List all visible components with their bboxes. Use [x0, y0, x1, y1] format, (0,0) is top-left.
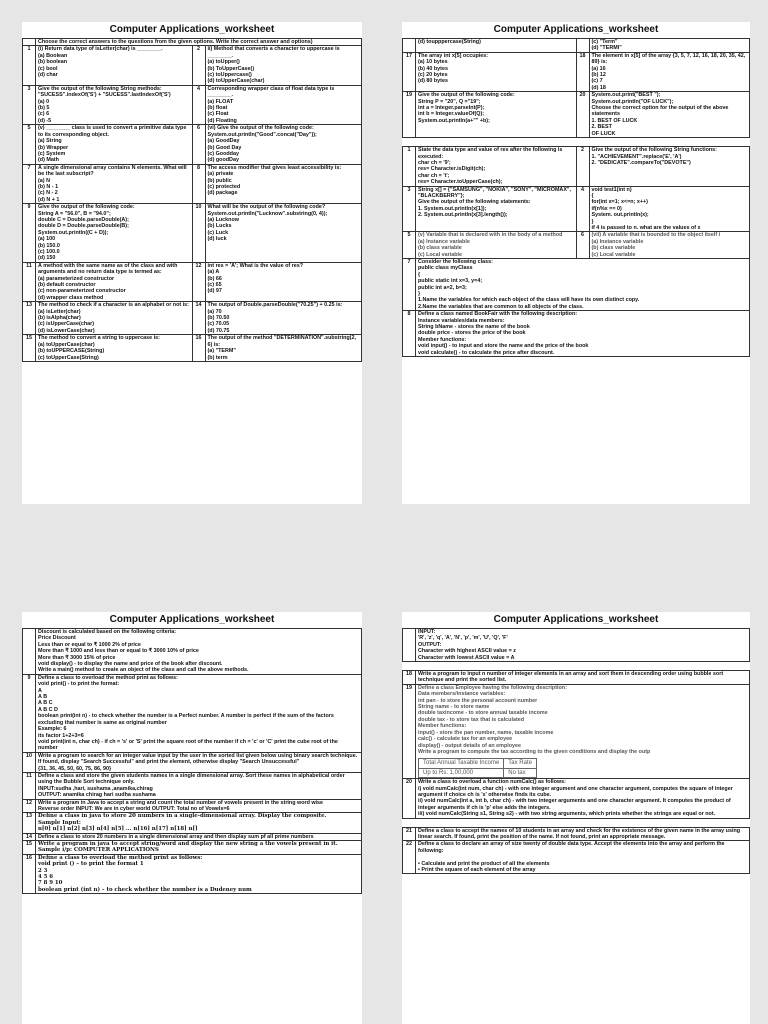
question-number: 8: [192, 164, 205, 203]
page-title: Computer Applications_worksheet: [109, 614, 275, 625]
question-text: A single dimensional array contains N elements. What will be the last subscript? (a) N (b) N - 1 (c) N - 2 (d) N + 1: [36, 164, 193, 203]
tax-table-cell: Up to Rs. 1,00,000: [419, 768, 504, 777]
question-number: 20: [576, 92, 589, 138]
question-number: 15: [23, 841, 36, 855]
question-text: A method with the same name as of the class and with arguments and no return data type is termed as: (a) parameterized constructor (b) default constructor (c) non-parameterized constructor (d) wrapper class method: [36, 262, 193, 301]
question-row: [23, 46, 362, 85]
question-text: [36, 833, 362, 840]
question-text: [36, 841, 362, 855]
question-number: 5: [403, 232, 416, 259]
section-gap: [403, 138, 750, 147]
question-row: [23, 262, 362, 301]
question-number: 16: [23, 854, 36, 893]
question-number: 12: [23, 799, 36, 813]
question-text: [416, 259, 750, 311]
question-body: Write a program to search for an integer value input by the user in the sorted list given below using binary search technique. If found, display "Search Successful" and print the element, otherwise display "Search Unsuccessful" {31, 36, 45, 50, 60, 75, 86, 90}: [38, 752, 358, 772]
question-text: The element in x[5] of the array {3, 5, 7, 12, 16, 18, 20, 35, 42, 89} is: (a) 16 (b) 12 (c) 7 (d) 18: [589, 52, 750, 91]
question-body: Choose the correct answers to the questions from the given options. Write the correct answer and options): [38, 39, 313, 45]
question-row: [403, 671, 750, 685]
question-number: 13: [23, 813, 36, 833]
question-text: ii) Method that converts a character to uppercase is ________. (a) toUpper() (b) ToUpperCase() (c) toUppercase() (d) toUpperCase(char): [205, 46, 362, 85]
question-text: (i) Return data type of isLetter(char) is ________. (a) Boolean (b) boolean (c) bool (d) char: [36, 46, 193, 85]
question-text: State the data type and value of res after the following is executed: char ch = '9'; res= Character.isDigit(ch); char ch = 't'; res= Character.toUpperCase(ch);: [416, 147, 577, 186]
question-text: The method to check if a character is an alphabet or not is: (a) isLetter(char) (b) isAlpha(char) (c) isUpperCase(char) (d) isLowerCase(char): [36, 302, 193, 335]
question-text: Give the output of the following code: String P = "20", Q ="19"; int a = Integer.parseInt(P); int b = Integer.valueOf(Q); System.out.println(a+"" +b);: [416, 92, 577, 138]
question-body: Write a class to overload a function numCalc() as follows: i) void numCalc(int num, char ch) - with one integer argument and one character argument, computes the square of integer argument if choice ch is 's' otherwise finds its cube. ii) void numCalc(int a, int b, char ch) - with two integer arguments and one character argument. It computes the product of integer arguments if ch is 'p' else adds the integers. iii) void numCalc(String s1, String s2) - with two string arguments, which prints whether the strings are equal or not.: [418, 779, 733, 818]
question-number: 9: [23, 204, 36, 263]
question-number: 8: [403, 311, 416, 357]
question-body: Define a class in java to store 20 numbers in a single-dimensional array. Display the composite. Sample Input: n[0] n[1] n[2] n[3] n[4] n[5] ... n[16] n[17] n[18] n[]: [38, 813, 327, 833]
page-title: Computer Applications_worksheet: [493, 24, 659, 35]
question-number: 5: [23, 125, 36, 164]
question-text: What will be the output of the following code? System.out.println("Lucknow".substring(0, 4)); (a) Lucknow (b) Lucks (c) Luck (d) luck: [205, 204, 362, 263]
question-number: 4: [192, 85, 205, 124]
question-text: [36, 674, 362, 752]
question-row: [23, 164, 362, 203]
question-text: [36, 752, 362, 772]
question-text: String x[] = {"SAMSUNG", "NOKIA", "SONY", "MICROMAX", "BLACKBERRY"}; Give the output of the following statements: 1. System.out.println(x[1]); 2. System.out.println(x[3].length());: [416, 186, 577, 232]
tax-table-row: [419, 759, 537, 768]
question-row: [403, 629, 750, 662]
question-number: 3: [403, 186, 416, 232]
section-gap: [403, 662, 750, 671]
page-2: [402, 22, 750, 504]
question-number: [403, 629, 416, 662]
question-body: Consider the following class: public class myClass { public static int x=3, y=4; public int a=2, b=3; } 1.Name the variables for which each object of the class will have its own distinct copy. 2.Name the variables that are common to all objects of the class.: [418, 259, 640, 310]
question-row: [23, 302, 362, 335]
question-body: Define a class to overload the method print as follows: void print() - to print the format: A A B A B C A B C D boolean print(int n) - to check whether the number is a Perfect number. A number is perfect if the sum of the factors excluding that number is same as original number Example: 6 its factor 1+2+3=6 void print(int n, char ch) - if ch = 's' or 'S' print the square root of the number if ch = 'c' or 'C' print the cube root of the number: [38, 674, 338, 752]
question-number: 16: [192, 335, 205, 362]
question-number: 10: [192, 204, 205, 263]
question-row: [23, 833, 362, 840]
question-number: 11: [23, 772, 36, 799]
question-body: Discount is calculated based on the following criteria: Price Discount Less than or equal to ₹ 1000 2% of price More than ₹ 1000 and less than or equal to ₹ 3000 10% of price More than ₹ 3000 15% of price void display() - to display the name and price of the book after discount. Write a main() method to create an object of the class and call the above methods.: [38, 629, 249, 674]
question-body: Define a class to declare an array of size twenty of double data type. Accept the elements into the array and perform the following: • Calculate and print the product of all the elements • Print the square of each element of the array: [418, 841, 725, 873]
question-number: 20: [403, 779, 416, 818]
question-table: [402, 38, 750, 357]
question-number: 19: [403, 92, 416, 138]
question-row: [23, 799, 362, 813]
question-text: [416, 827, 750, 841]
question-text: The array int x[5] occupies: (a) 10 bytes (b) 40 bytes (c) 20 bytes (d) 80 bytes: [416, 52, 577, 91]
question-text: (d) toupppercase(String): [416, 39, 577, 53]
question-number: 13: [23, 302, 36, 335]
gap-cell: [403, 138, 750, 147]
question-text: int res = 'A'; What is the value of res? (a) A (b) 66 (c) 65 (d) 97: [205, 262, 362, 301]
question-number: 12: [192, 262, 205, 301]
page-1: [22, 22, 362, 504]
question-number: 3: [23, 85, 36, 124]
question-body: Define a class to store 20 numbers in a single dimensional array and then display sum pf all prime numbers: [38, 833, 314, 840]
question-number: 6: [192, 125, 205, 164]
gap-cell: [403, 662, 750, 671]
question-table: [22, 628, 362, 894]
page-title: Computer Applications_worksheet: [493, 614, 659, 625]
question-number: 18: [403, 671, 416, 685]
question-number: [403, 39, 416, 53]
question-row: [23, 125, 362, 164]
question-row: [23, 39, 362, 46]
question-number: 14: [192, 302, 205, 335]
question-body: Define a class Employee having the following description: Data members/instance variables: int pan - to store the personal account number String name - to store name double taxincome - to store annual taxable income double tax - to store tax that is calculated Member functions: input() - store the pan number, name, taxable income calc() - calculate tax for an employee display() - output details of an employee Write a program to compute the tax according to the given conditions and display the outp: [418, 684, 651, 755]
question-text: (c) "Term" (d) "TERMI": [589, 39, 750, 53]
question-number: 4: [576, 186, 589, 232]
question-number: 1: [23, 46, 36, 85]
question-body: Write a program in Java to accept a string and count the total number of vowels present in the string word wise Reverse order INPUT: We are in cyber world OUTPUT: Total no of Vowels=6: [38, 799, 324, 812]
question-number: 22: [403, 841, 416, 874]
question-table: [22, 38, 362, 362]
question-number: 7: [403, 259, 416, 311]
question-row: [23, 813, 362, 833]
question-row: [403, 311, 750, 357]
question-number: [576, 39, 589, 53]
question-row: [403, 684, 750, 778]
question-row: [23, 204, 362, 263]
question-body: Define a class to overload the method print as follows: void print () – to print the format 1 2 3 4 5 6 7 8 9 10 boolean print (int n) – to check whether the number is a Dudeney num: [38, 854, 252, 893]
question-number: 7: [23, 164, 36, 203]
question-row: [403, 232, 750, 259]
question-text: [36, 772, 362, 799]
question-text: (vi) Give the output of the following code: System.out.println("Good".concat("Day")); (a) GoodDay (b) Good Day (c) Goodday (d) goodDay: [205, 125, 362, 164]
question-number: 21: [403, 827, 416, 841]
question-text: [36, 813, 362, 833]
question-text: [416, 311, 750, 357]
question-text: System.out.print("BEST "); System.out.println("OF LUCK"); Choose the correct option for the output of the above statements 1. BEST OF LUCK 2. BEST OF LUCK: [589, 92, 750, 138]
question-row: [403, 52, 750, 91]
question-number: [23, 39, 36, 46]
question-row: [403, 92, 750, 138]
question-number: 6: [576, 232, 589, 259]
section-gap: [403, 818, 750, 827]
question-text: void test1(int n) { for(int x=1; x<=n; x++) if(n%x == 0) System. out.println(x); } if 4 is passed to n. what are the values of x: [589, 186, 750, 232]
question-text: The output of Double.parseDouble("70.25") + 0.25 is: (a) 70 (b) 70.50 (c) 70.05 (d) 70.75: [205, 302, 362, 335]
question-row: [403, 827, 750, 841]
question-row: [23, 772, 362, 799]
question-body: Define a class and store the given students names in a single dimensional array. Sort these names in alphabetical order using the Bubble Sort technique only. INPUT:sudha ,hari, sushama ,anamika,chirag OUTPUT: anamika chirag hari sudha sushama: [38, 772, 345, 799]
question-text: [416, 779, 750, 818]
question-number: 9: [23, 674, 36, 752]
question-text: [36, 39, 362, 46]
question-number: 15: [23, 335, 36, 362]
question-number: [23, 629, 36, 675]
question-text: (v) ________ class is used to convert a primitive data type to its corresponding object. (a) String (b) Wrapper (c) System (d) Math: [36, 125, 193, 164]
question-text: [416, 841, 750, 874]
question-text: [416, 684, 750, 778]
question-number: 19: [403, 684, 416, 778]
question-text: [416, 629, 750, 662]
question-text: Give the output of the following code: String A = "56.0", B = "94.0"; double C = Double.parseDouble(A); double D = Double.parseDouble(B); System.out.println((C + D)); (a) 100 (b) 150.0 (c) 100.0 (d) 150: [36, 204, 193, 263]
question-row: [23, 841, 362, 855]
question-text: Give the output of the following String methods: "SUCESS".indexOf('S') + "SUCESS".lastIndexOf('S') (a) 0 (b) 5 (c) 6 (d) -5: [36, 85, 193, 124]
question-row: [23, 854, 362, 893]
tax-table-cell: Total Annual Taxable Income: [419, 759, 504, 768]
question-text: [36, 854, 362, 893]
question-text: Corresponding wrapper class of float data type is ________. (a) FLOAT (b) float (c) Float (d) Floating: [205, 85, 362, 124]
question-body: Write a program in java to accept string/word and display the new string a the vowels present in it. Sample i/p: COMPUTER APPLICATIONS: [38, 841, 338, 854]
question-body: Define a class to accept the names of 10 students in an array and check for the existence of the given name in the array using linear search. If found, print the position of the name. If not found, print an appropriate message.: [418, 827, 741, 840]
question-text: (vii) A variable that is bounded to the object itself i (a) Instance variable (b) class variable (c) Local variable: [589, 232, 750, 259]
question-row: [23, 335, 362, 362]
page-4: [402, 612, 750, 1024]
question-text: Give the output of the following String functions: 1. "ACHIEVEMENT".replace('E', 'A') 2. "DEDICATE".compareTo("DEVOTE"): [589, 147, 750, 186]
question-text: [36, 799, 362, 813]
question-row: [403, 39, 750, 53]
question-number: 18: [576, 52, 589, 91]
question-text: [36, 629, 362, 675]
question-row: [23, 752, 362, 772]
question-number: 1: [403, 147, 416, 186]
tax-table-row: [419, 768, 537, 777]
question-number: 10: [23, 752, 36, 772]
question-row: [403, 779, 750, 818]
question-text: (v) Variable that is declared with in the body of a method (a) Instance variable (b) class variable (c) Local variable: [416, 232, 577, 259]
page-title: Computer Applications_worksheet: [109, 24, 275, 35]
question-number: 2: [576, 147, 589, 186]
question-text: The access modifier that gives least accessibility is: (a) private (b) public (c) protected (d) package: [205, 164, 362, 203]
tax-table-cell: No tax: [504, 768, 537, 777]
question-text: The output of the method "DETERMINATION".substring(2, 6) is: (a) "TERM" (b) term: [205, 335, 362, 362]
question-row: [23, 674, 362, 752]
question-row: [403, 841, 750, 874]
question-row: [23, 629, 362, 675]
question-body: Write a program to input n number of integer elements in an array and sort them in descending order using bubble sort technique and print the sorted list.: [418, 671, 724, 684]
question-row: [403, 186, 750, 232]
question-body: Define a class named BookFair with the following description: Instance variables/data members: String bName - stores the name of the book double price - stores the price of the book Member functions: void input() - to input and store the name and the price of the book void calculate() - to calculate the price after discount.: [418, 311, 589, 356]
page-3: [22, 612, 362, 1024]
question-text: The method to convert a string to uppercase is: (a) toUpperCase(char) (b) toUPPERCASE(String) (c) toUpperCase(String): [36, 335, 193, 362]
question-row: [403, 147, 750, 186]
question-row: [403, 259, 750, 311]
question-table: [402, 628, 750, 874]
gap-cell: [403, 818, 750, 827]
question-number: 2: [192, 46, 205, 85]
question-body: INPUT: 'R', 'z', 'q', 'A', 'N', 'p', 'm', 'U', 'Q', 'F' OUTPUT: Character with highest ASCII value = z Character with lowest ASCII value = A: [418, 629, 516, 661]
tax-table-cell: Tax Rate: [504, 759, 537, 768]
question-number: 17: [403, 52, 416, 91]
question-number: 14: [23, 833, 36, 840]
question-text: [416, 671, 750, 685]
tax-table: [418, 758, 537, 778]
question-row: [23, 85, 362, 124]
question-number: 11: [23, 262, 36, 301]
